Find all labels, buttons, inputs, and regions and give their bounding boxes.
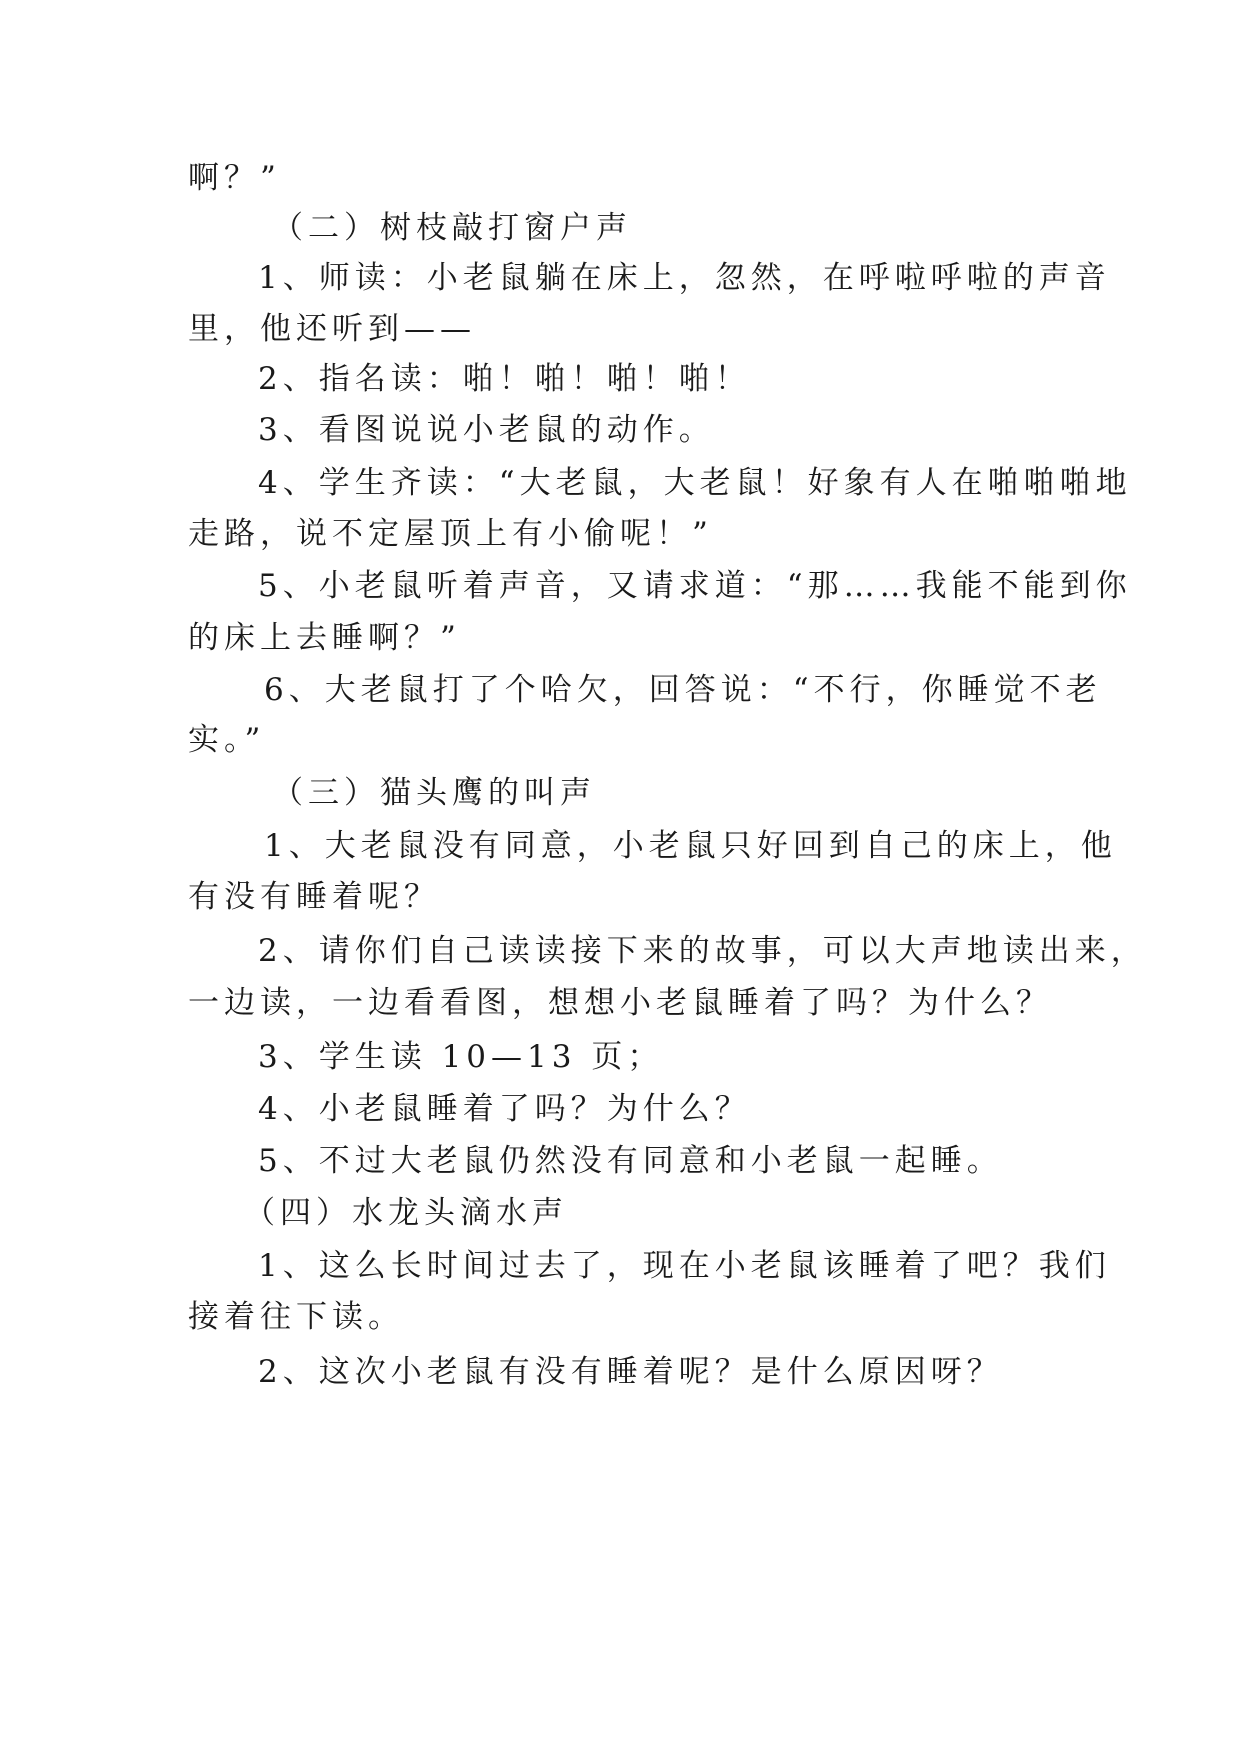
text-line: 走路，说不定屋顶上有小偷呢！” — [188, 516, 713, 552]
text-line: 2、这次小老鼠有没有睡着呢？是什么原因呀？ — [258, 1354, 1003, 1390]
section-heading: （三）猫头鹰的叫声 — [272, 775, 596, 811]
text-line: 的床上去睡啊？” — [188, 620, 461, 656]
text-line: 一边读，一边看看图，想想小老鼠睡着了吗？为什么？ — [188, 985, 1052, 1021]
text-line: 接着往下读。 — [188, 1299, 404, 1335]
text-line: 实。” — [188, 722, 266, 758]
text-line: 5、小老鼠听着声音，又请求道：“那……我能不能到你 — [258, 568, 1132, 604]
text-line: 1、师读：小老鼠躺在床上，忽然，在呼啦呼啦的声音 — [258, 260, 1111, 296]
text-line: 1、这么长时间过去了，现在小老鼠该睡着了吧？我们 — [258, 1248, 1111, 1284]
text-line: 3、看图说说小老鼠的动作。 — [258, 412, 715, 448]
text-line: 3、学生读 10—13 页； — [258, 1039, 664, 1075]
text-line: 1、大老鼠没有同意，小老鼠只好回到自己的床上，他 — [264, 828, 1117, 864]
section-heading: （二）树枝敲打窗户声 — [272, 210, 632, 246]
text-line: 里，他还听到—— — [188, 311, 476, 347]
text-line: 6、大老鼠打了个哈欠，回答说：“不行，你睡觉不老 — [264, 672, 1102, 708]
text-line: 啊？” — [188, 160, 281, 196]
text-line: 4、小老鼠睡着了吗？为什么？ — [258, 1091, 751, 1127]
text-line: 2、请你们自己读读接下来的故事，可以大声地读出来， — [258, 933, 1147, 969]
text-line: 5、不过大老鼠仍然没有同意和小老鼠一起睡。 — [258, 1143, 1003, 1179]
text-line: 有没有睡着呢？ — [188, 879, 440, 915]
text-line: 4、学生齐读：“大老鼠，大老鼠！好象有人在啪啪啪地 — [258, 465, 1132, 501]
text-line: 2、指名读：啪！啪！啪！啪！ — [258, 361, 751, 397]
section-heading: （四）水龙头滴水声 — [244, 1195, 568, 1231]
